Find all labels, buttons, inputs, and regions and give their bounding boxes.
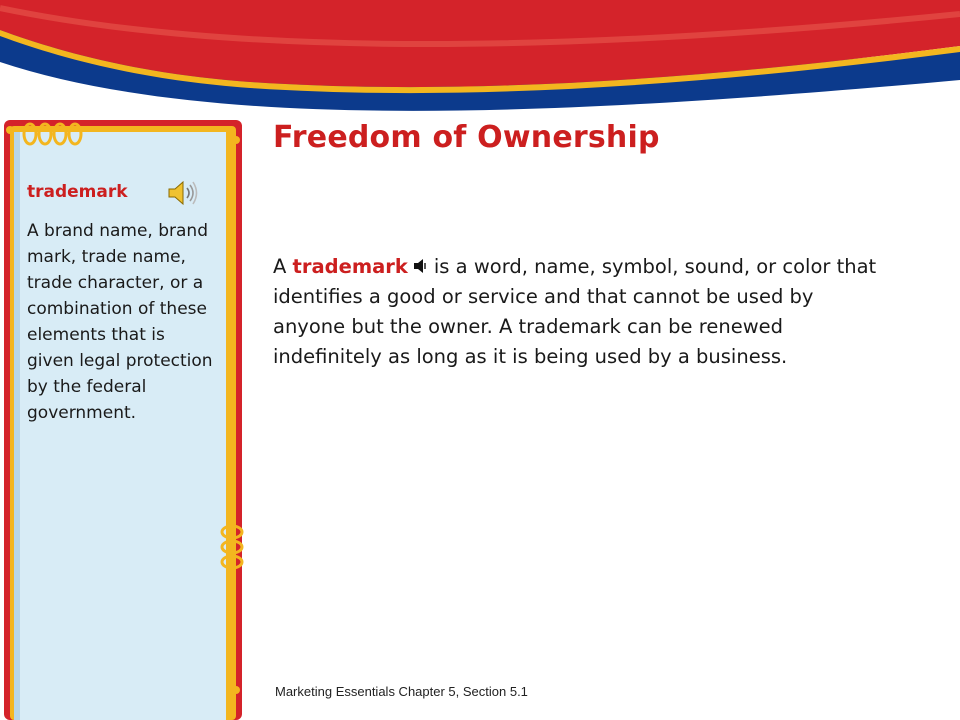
footer-caption: Marketing Essentials Chapter 5, Section 5.1 xyxy=(275,684,528,699)
glossary-term: trademark xyxy=(27,182,128,202)
frame-bead-bottom-right xyxy=(232,686,240,694)
speaker-icon[interactable] xyxy=(412,257,428,275)
sidebar-shadow xyxy=(14,132,20,720)
body-lead: A xyxy=(273,255,287,278)
frame-bead-right xyxy=(232,136,240,144)
speaker-icon[interactable] xyxy=(166,178,200,208)
body-paragraph xyxy=(273,252,883,372)
glossary-definition: A brand name, brand mark, trade name, trade character, or a combination of these elements that is given legal protection by the federal government. xyxy=(27,221,213,423)
page-title: Freedom of Ownership xyxy=(273,120,660,155)
frame-bead-top-left xyxy=(6,126,14,134)
body-keyword-trademark[interactable]: trademark xyxy=(292,255,408,278)
body-text: is a word, name, symbol, sound, or color that identifies a good or service and that cannot be used by anyone but the owner. A trademark can be renewed indefinitely as long as it is being used by a business. xyxy=(273,255,877,368)
